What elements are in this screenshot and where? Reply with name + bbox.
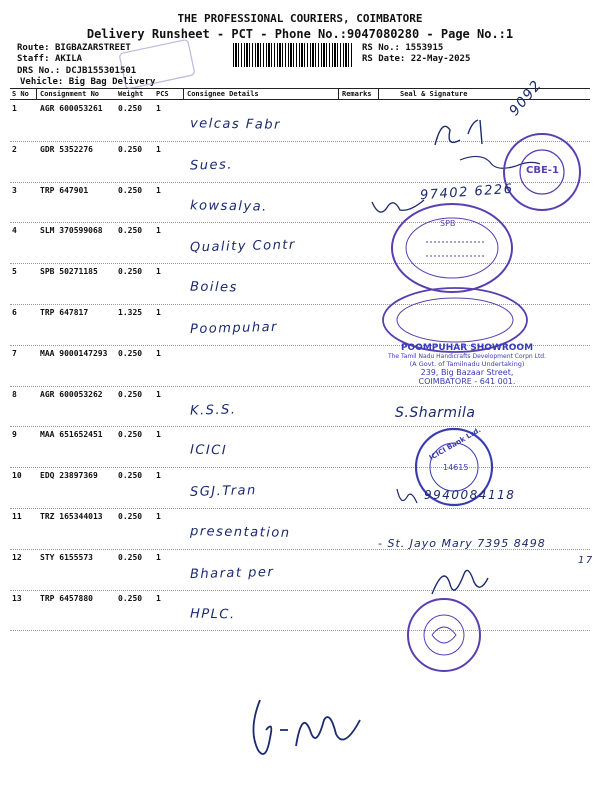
row-pcs: 1 [156,552,161,562]
col-remarks: Remarks [342,90,372,98]
icici-stamp-code: 14615 [443,463,469,472]
staff-field [17,54,82,64]
row-weight: 0.250 [118,552,143,562]
row-consignment-no: TRP 647901 [40,185,89,195]
row-weight: 0.250 [118,471,143,481]
col-pcs: PCS [156,90,169,98]
col-sno: S No [12,90,29,98]
row-divider [10,590,590,591]
row-pcs: 1 [156,267,161,277]
row-sno: 12 [12,552,22,562]
col-divider [378,89,379,99]
row-sno: 13 [12,593,22,603]
row-consignment-no: AGR 600053261 [40,104,103,113]
row-consignment-no: EDQ 23897369 [40,471,98,481]
row-consignee-handwritten: SGJ.Tran [189,483,257,501]
rs-no-value: 1553915 [405,43,444,53]
table-top-rule [10,88,590,89]
row-pcs: 1 [156,226,161,236]
signature-row10 [393,485,423,510]
row-pcs: 1 [156,512,161,521]
row-consignee-handwritten: kowsalya. [189,197,268,215]
row-consignee-handwritten: Sues. [189,157,234,174]
row-sno: 5 [12,267,17,277]
row-sno: 1 [12,104,17,113]
route-label: Route: [17,43,50,53]
row-consignment-no: TRZ 165344013 [40,512,103,521]
row-consignee-handwritten: Poompuhar [189,319,279,338]
row-consignment-no: GDR 5352276 [40,144,93,154]
signature-row11: - St. Jayo Mary 7395 8498 [378,537,546,550]
col-consignee: Consignee Details [187,90,259,98]
row-consignee-handwritten: HPLC. [189,606,236,622]
drs-label: DRS No.: [17,66,61,76]
stamp-spb-text: SPB [440,219,456,228]
row-weight: 0.250 [118,104,143,113]
company-title: THE PROFESSIONAL COURIERS, COIMBATORE [177,12,423,25]
row-sno: 4 [12,226,17,236]
page-mark: 17 [578,555,594,566]
row-weight: 0.250 [118,144,143,154]
col-weight: Weight [118,90,144,98]
tamil-round-stamp [388,198,518,298]
barcode [233,43,353,67]
poompuhar-city: COIMBATORE - 641 001. [418,377,516,386]
rs-no-field [362,43,443,53]
phone-row3: 97402 6226 [419,181,514,204]
col-divider [36,89,37,99]
row-weight: 0.250 [118,267,143,277]
row-sno: 10 [12,471,22,481]
row-pcs: 1 [156,308,161,317]
row-consignment-no: MAA 651652451 [40,430,103,440]
row-sno: 6 [12,308,17,317]
drs-value: DCJB155301501 [65,66,137,76]
route-field [17,43,131,53]
cbe-stamp-text: CBE-1 [526,165,559,176]
poompuhar-corp: The Tamil Nadu Handicrafts Development Corpn Ltd. [387,353,547,360]
row-consignee-handwritten: Bharat per [189,564,275,582]
row-divider [10,630,590,631]
row-consignment-no: SPB 50271185 [40,267,98,277]
row-pcs: 1 [156,185,161,195]
row-divider [10,467,590,468]
row-consignment-no: MAA 9000147293 [40,348,108,358]
row-consignee-handwritten: Boiles [189,279,239,296]
row-weight: 0.250 [118,593,143,603]
row-weight: 0.250 [118,226,143,236]
rs-no-label: RS No.: [362,43,400,53]
staff-value: AKILA [54,54,83,64]
phone-row1: 9092 [506,76,546,120]
rs-date-value: 22-May-2025 [410,54,471,64]
row-pcs: 1 [156,471,161,481]
row-weight: 0.250 [118,348,143,358]
vehicle-label: Vehicle: [20,77,64,87]
col-divider [183,89,184,99]
row-sno: 11 [12,512,22,521]
row-sno: 9 [12,430,17,440]
row-sno: 8 [12,389,17,399]
row-consignee-handwritten: presentation [189,524,291,541]
route-value: BIGBAZARSTREET [54,43,131,53]
signature-row8: S.Sharmila [395,405,476,421]
col-seal-signature: Seal & Signature [400,90,468,98]
poompuhar-title: POOMPUHAR SHOWROOM [400,343,534,353]
col-consignment: Consignment No [40,90,100,98]
row-weight: 0.250 [118,389,143,399]
row-consignment-no: SLM 370599068 [40,226,103,236]
row-consignment-no: TRP 6457880 [40,593,93,603]
row-pcs: 1 [156,389,161,399]
row-consignment-no: AGR 600053262 [40,389,103,399]
row-divider [10,508,590,509]
row-sno: 2 [12,144,17,154]
row-consignee-handwritten: velcas Fabr [189,116,281,133]
row-weight: 0.250 [118,430,143,440]
icici-stamp-text: ICICI Bank Ltd. [427,426,483,462]
row-pcs: 1 [156,104,161,113]
rs-date-field [362,54,470,64]
row-sno: 3 [12,185,17,195]
col-divider [338,89,339,99]
row-divider [10,426,590,427]
coimbatore-stamp [402,595,492,680]
vehicle-value: Big Bag Delivery [68,77,156,87]
row-weight: 1.325 [118,308,143,317]
phone-row10: 9940084118 [424,488,516,502]
row-consignee-handwritten: ICICI [189,443,228,459]
row-consignment-no: TRP 647817 [40,308,89,317]
staff-label: Staff: [17,54,50,64]
row-weight: 0.250 [118,185,143,195]
row-pcs: 1 [156,593,161,603]
runsheet-subtitle: Delivery Runsheet - PCT - Phone No.:9047080280 - Page No.:1 [86,27,514,41]
row-pcs: 1 [156,430,161,440]
row-pcs: 1 [156,348,161,358]
row-weight: 0.250 [118,512,143,521]
poompuhar-stamp [384,343,550,386]
poompuhar-undertaking: (A Govt. of Tamilnadu Undertaking) [409,360,525,368]
row-sno: 7 [12,348,17,358]
rs-date-label: RS Date: [362,54,406,64]
faint-stamp [118,40,198,90]
row-consignee-handwritten: Quality Contr [189,238,296,256]
row-pcs: 1 [156,144,161,154]
row-consignment-no: STY 6155573 [40,552,93,562]
runner-signature [240,690,380,770]
poompuhar-address: 239, Big Bazaar Street, [420,368,514,377]
row-consignee-handwritten: K.S.S. [189,401,237,419]
